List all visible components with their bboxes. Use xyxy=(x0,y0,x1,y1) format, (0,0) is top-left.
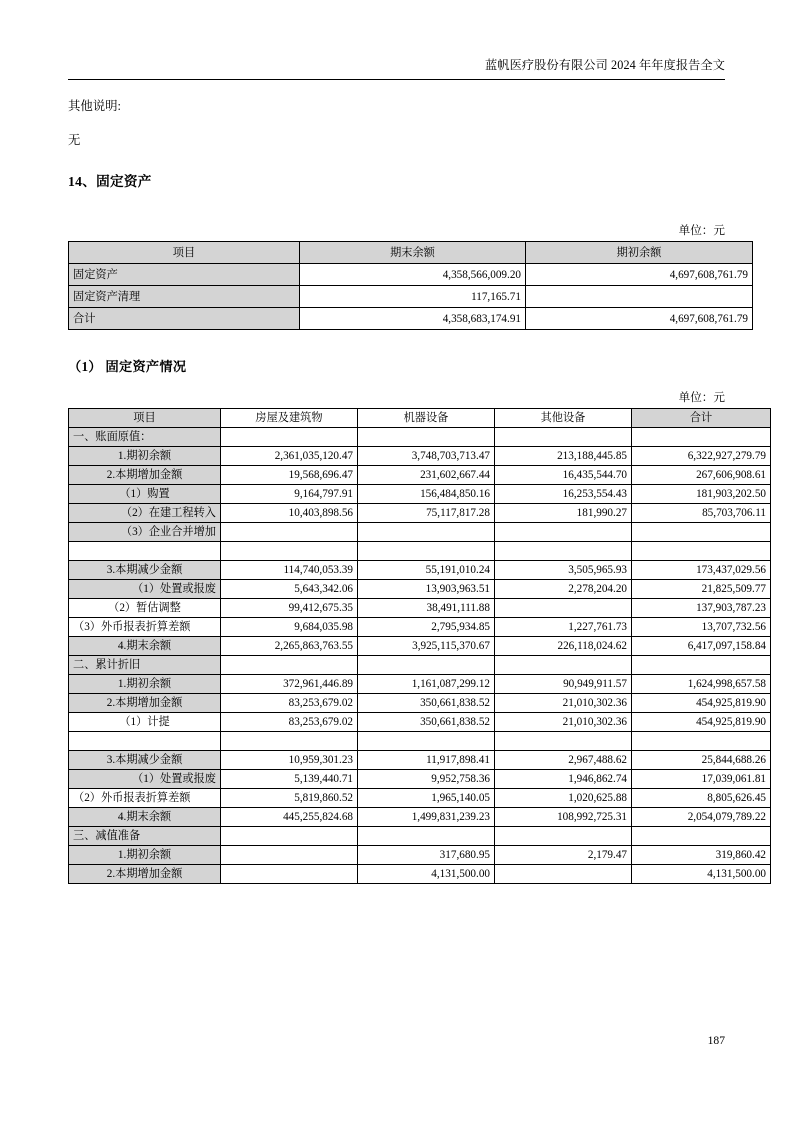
table-cell-value xyxy=(358,732,495,751)
unit-label-summary: 单位：元 xyxy=(678,224,725,237)
table-cell-value: 25,844,688.26 xyxy=(632,751,771,770)
row-label xyxy=(69,732,221,751)
row-label: 固定资产 xyxy=(69,264,300,286)
table-row xyxy=(69,447,771,466)
table-row xyxy=(69,561,771,580)
table-cell-value xyxy=(358,428,495,447)
row-label: 4.期末余额 xyxy=(69,637,221,656)
table-cell-value xyxy=(358,542,495,561)
row-label: 1.期初余额 xyxy=(69,846,221,865)
table-row xyxy=(69,846,771,865)
table-row xyxy=(69,827,771,846)
column-header: 其他设备 xyxy=(495,409,632,428)
table-cell-value: 173,437,029.56 xyxy=(632,561,771,580)
table-cell-value: 454,925,819.90 xyxy=(632,694,771,713)
table-cell-value: 75,117,817.28 xyxy=(358,504,495,523)
table-row xyxy=(69,542,771,561)
page-number: 187 xyxy=(707,1034,725,1047)
table-cell-value: 181,903,202.50 xyxy=(632,485,771,504)
table-cell-value: 226,118,024.62 xyxy=(495,637,632,656)
table-row xyxy=(69,523,771,542)
column-header: 项目 xyxy=(69,409,221,428)
table-cell-value: 90,949,911.57 xyxy=(495,675,632,694)
table-cell-value: 85,703,706.11 xyxy=(632,504,771,523)
table-cell-value: 5,819,860.52 xyxy=(221,789,358,808)
table-cell-value: 454,925,819.90 xyxy=(632,713,771,732)
table-cell-value: 1,946,862.74 xyxy=(495,770,632,789)
table-cell-value: 231,602,667.44 xyxy=(358,466,495,485)
row-label: 一、账面原值： xyxy=(69,428,221,447)
table-cell-value: 83,253,679.02 xyxy=(221,713,358,732)
table-cell-value xyxy=(632,827,771,846)
table-cell-value xyxy=(495,656,632,675)
table-row xyxy=(69,656,771,675)
row-label: （1）计提 xyxy=(69,713,221,732)
row-label: 固定资产清理 xyxy=(69,286,300,308)
table-cell-value: 108,992,725.31 xyxy=(495,808,632,827)
table-row xyxy=(69,504,771,523)
column-header: 合计 xyxy=(632,409,771,428)
table-cell-value: 17,039,061.81 xyxy=(632,770,771,789)
table-row xyxy=(69,599,771,618)
table-cell-value: 2,967,488.62 xyxy=(495,751,632,770)
row-label: 2.本期增加金额 xyxy=(69,694,221,713)
row-label: （2）外币报表折算差额 xyxy=(69,789,221,808)
table-cell-value: 5,643,342.06 xyxy=(221,580,358,599)
table-cell-value xyxy=(221,656,358,675)
table-cell-value xyxy=(221,846,358,865)
row-label: 3.本期减少金额 xyxy=(69,561,221,580)
table-cell-value: 21,825,509.77 xyxy=(632,580,771,599)
table-cell-value xyxy=(632,523,771,542)
table-cell-value: 2,054,079,789.22 xyxy=(632,808,771,827)
table-cell-value: 319,860.42 xyxy=(632,846,771,865)
table-cell-value: 21,010,302.36 xyxy=(495,713,632,732)
table-cell-value: 83,253,679.02 xyxy=(221,694,358,713)
row-label: 合计 xyxy=(69,308,300,330)
table-cell-value: 2,278,204.20 xyxy=(495,580,632,599)
table-row xyxy=(69,675,771,694)
row-label xyxy=(69,542,221,561)
table-cell-value: 10,959,301.23 xyxy=(221,751,358,770)
table-cell-value: 99,412,675.35 xyxy=(221,599,358,618)
table-row xyxy=(69,308,753,330)
table-row xyxy=(69,428,771,447)
table-cell-value xyxy=(358,656,495,675)
row-label: 三、减值准备 xyxy=(69,827,221,846)
table-row xyxy=(69,789,771,808)
table-cell-value: 2,179.47 xyxy=(495,846,632,865)
row-label: （2）在建工程转入 xyxy=(69,504,221,523)
row-label: 2.本期增加金额 xyxy=(69,865,221,884)
table-cell-value: 19,568,696.47 xyxy=(221,466,358,485)
row-label: （3）外币报表折算差额 xyxy=(69,618,221,637)
row-label: 二、累计折旧 xyxy=(69,656,221,675)
table-cell-value: 137,903,787.23 xyxy=(632,599,771,618)
table-row xyxy=(69,637,771,656)
table-cell-value xyxy=(495,523,632,542)
table-cell-value xyxy=(221,732,358,751)
table-cell-value: 1,020,625.88 xyxy=(495,789,632,808)
table-cell-value xyxy=(495,732,632,751)
table-cell-value xyxy=(221,428,358,447)
table-cell-value: 1,624,998,657.58 xyxy=(632,675,771,694)
table-cell-value: 2,265,863,763.55 xyxy=(221,637,358,656)
table-cell-value: 4,131,500.00 xyxy=(358,865,495,884)
other-note-label: 其他说明: xyxy=(68,99,122,113)
table-cell-value: 4,358,683,174.91 xyxy=(300,308,526,330)
table-cell-value xyxy=(221,542,358,561)
header-divider-rule xyxy=(68,79,725,80)
table-cell-value xyxy=(221,827,358,846)
table-cell-value: 38,491,111.88 xyxy=(358,599,495,618)
table-cell-value xyxy=(632,732,771,751)
table-cell-value: 3,505,965.93 xyxy=(495,561,632,580)
table-row xyxy=(69,618,771,637)
table-cell-value xyxy=(358,827,495,846)
table-cell-value: 350,661,838.52 xyxy=(358,694,495,713)
table-row xyxy=(69,694,771,713)
table-cell-value: 6,417,097,158.84 xyxy=(632,637,771,656)
table-cell-value: 16,435,544.70 xyxy=(495,466,632,485)
table-cell-value xyxy=(526,286,753,308)
table-cell-value: 8,805,626.45 xyxy=(632,789,771,808)
table-row xyxy=(69,751,771,770)
row-label: 2.本期增加金额 xyxy=(69,466,221,485)
table-cell-value: 1,965,140.05 xyxy=(358,789,495,808)
table-cell-value xyxy=(632,656,771,675)
table-cell-value: 1,227,761.73 xyxy=(495,618,632,637)
table-cell-value: 21,010,302.36 xyxy=(495,694,632,713)
table-cell-value: 4,697,608,761.79 xyxy=(526,264,753,286)
table-cell-value: 9,952,758.36 xyxy=(358,770,495,789)
table-row xyxy=(69,732,771,751)
table-row xyxy=(69,713,771,732)
fixed-assets-detail-table xyxy=(68,408,771,884)
table-row xyxy=(69,466,771,485)
table-cell-value: 3,925,115,370.67 xyxy=(358,637,495,656)
table-row xyxy=(69,865,771,884)
row-label: （3）企业合并增加 xyxy=(69,523,221,542)
table-row xyxy=(69,580,771,599)
table-cell-value: 4,697,608,761.79 xyxy=(526,308,753,330)
table-cell-value: 13,903,963.51 xyxy=(358,580,495,599)
running-header: 蓝帆医疗股份有限公司 2024 年年度报告全文 xyxy=(485,58,725,72)
row-label: （1）购置 xyxy=(69,485,221,504)
table-cell-value: 2,795,934.85 xyxy=(358,618,495,637)
column-header: 项目 xyxy=(69,242,300,264)
table-row xyxy=(69,286,753,308)
column-header: 期初余额 xyxy=(526,242,753,264)
other-note-value: 无 xyxy=(68,133,81,147)
table-header-row xyxy=(69,242,753,264)
table-cell-value xyxy=(495,865,632,884)
table-cell-value: 117,165.71 xyxy=(300,286,526,308)
table-cell-value: 317,680.95 xyxy=(358,846,495,865)
table-cell-value: 350,661,838.52 xyxy=(358,713,495,732)
column-header: 机器设备 xyxy=(358,409,495,428)
table-cell-value: 16,253,554.43 xyxy=(495,485,632,504)
table-row xyxy=(69,485,771,504)
row-label: 1.期初余额 xyxy=(69,675,221,694)
table-cell-value xyxy=(495,542,632,561)
table-cell-value xyxy=(495,827,632,846)
table-cell-value: 13,707,732.56 xyxy=(632,618,771,637)
table-cell-value: 6,322,927,279.79 xyxy=(632,447,771,466)
table-row xyxy=(69,770,771,789)
table-cell-value xyxy=(495,599,632,618)
table-cell-value: 4,358,566,009.20 xyxy=(300,264,526,286)
table-cell-value: 5,139,440.71 xyxy=(221,770,358,789)
table-cell-value: 55,191,010.24 xyxy=(358,561,495,580)
table-cell-value: 2,361,035,120.47 xyxy=(221,447,358,466)
section-heading-fixed-assets: 14、固定资产 xyxy=(68,174,152,189)
table-cell-value: 372,961,446.89 xyxy=(221,675,358,694)
row-label: 1.期初余额 xyxy=(69,447,221,466)
table-cell-value: 4,131,500.00 xyxy=(632,865,771,884)
row-label: （1）处置或报废 xyxy=(69,770,221,789)
table-cell-value: 3,748,703,713.47 xyxy=(358,447,495,466)
table-header-row xyxy=(69,409,771,428)
fixed-assets-summary-table xyxy=(68,241,753,330)
table-row xyxy=(69,264,753,286)
table-cell-value: 1,161,087,299.12 xyxy=(358,675,495,694)
subsection-heading-fixed-assets-detail: （1） 固定资产情况 xyxy=(68,359,187,374)
table-cell-value xyxy=(221,523,358,542)
table-cell-value xyxy=(495,428,632,447)
table-cell-value xyxy=(358,523,495,542)
unit-label-detail: 单位：元 xyxy=(678,391,725,404)
table-cell-value xyxy=(632,542,771,561)
table-cell-value: 445,255,824.68 xyxy=(221,808,358,827)
table-cell-value: 9,684,035.98 xyxy=(221,618,358,637)
table-cell-value xyxy=(632,428,771,447)
table-cell-value: 267,606,908.61 xyxy=(632,466,771,485)
row-label: 3.本期减少金额 xyxy=(69,751,221,770)
table-cell-value: 10,403,898.56 xyxy=(221,504,358,523)
table-cell-value: 213,188,445.85 xyxy=(495,447,632,466)
table-row xyxy=(69,808,771,827)
table-cell-value: 11,917,898.41 xyxy=(358,751,495,770)
table-cell-value: 9,164,797.91 xyxy=(221,485,358,504)
column-header: 房屋及建筑物 xyxy=(221,409,358,428)
row-label: （1）处置或报废 xyxy=(69,580,221,599)
row-label: 4.期末余额 xyxy=(69,808,221,827)
column-header: 期末余额 xyxy=(300,242,526,264)
table-cell-value: 1,499,831,239.23 xyxy=(358,808,495,827)
table-cell-value: 181,990.27 xyxy=(495,504,632,523)
table-cell-value xyxy=(221,865,358,884)
row-label: （2）暂估调整 xyxy=(69,599,221,618)
table-cell-value: 156,484,850.16 xyxy=(358,485,495,504)
table-cell-value: 114,740,053.39 xyxy=(221,561,358,580)
